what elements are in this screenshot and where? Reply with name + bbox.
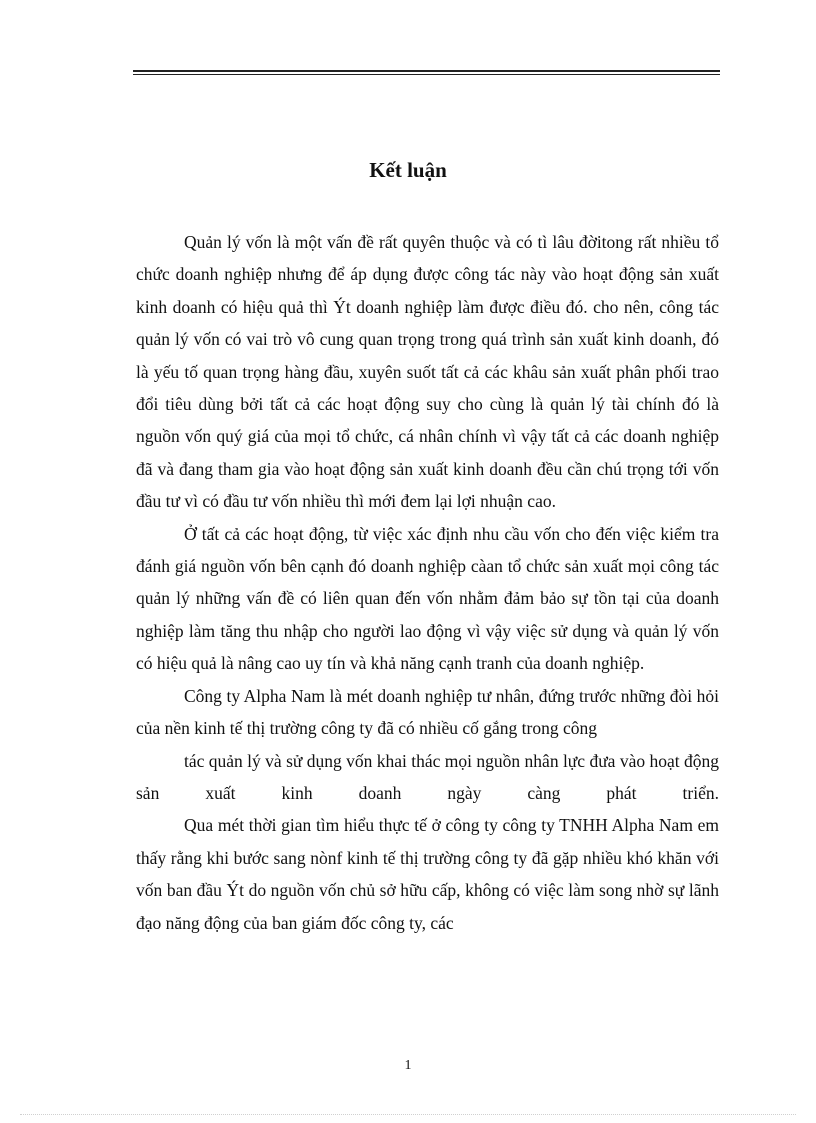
page-number: 1 bbox=[404, 1058, 412, 1073]
paragraph-2: Ở tất cả các hoạt động, từ việc xác định nhu cầu vốn cho đến việc kiểm tra đánh giá nguồn vốn bên cạnh đó doanh nghiệp càan tổ chức sản xuất mọi công tác quản lý những vấn đề có liên quan đến vốn nhằm đảm bảo sự tồn tại của doanh nghiệp làm tăng thu nhập cho người lao động vì vậy việc sử dụng và quản lý vốn có hiệu quả là nâng cao uy tín và khả năng cạnh tranh của doanh nghiệp. bbox=[136, 523, 719, 674]
header-rule-thick bbox=[133, 70, 720, 72]
paragraph-4: tác quản lý và sử dụng vốn khai thác mọi nguồn nhân lực đưa vào hoạt động sản xuất kinh doanh ngày càng phát triển. bbox=[136, 750, 719, 803]
body-text bbox=[136, 226, 719, 939]
paragraph-5: Qua mét thời gian tìm hiểu thực tế ở công ty công ty TNHH Alpha Nam em thấy rằng khi bước sang nònf kinh tế thị trường công ty đã gặp nhiều khó khăn với vốn ban đầu Ýt do nguồn vốn chủ sở hữu cấp, không có việc làm song nhờ sự lãnh đạo năng động của ban giám đốc công ty, các bbox=[136, 815, 719, 933]
paragraph-3: Công ty Alpha Nam là mét doanh nghiệp tư nhân, đứng trước những đòi hỏi của nền kinh tế thị trường công ty đã có nhiều cố gắng trong công bbox=[136, 685, 719, 739]
paragraph-1: Quản lý vốn là một vấn đề rất quyên thuộc và có tì lâu đờitong rất nhiều tổ chức doanh nghiệp nhưng để áp dụng được công tác này vào hoạt động sản xuất kinh doanh có hiệu quả thì Ýt doanh nghiệp làm được điều đó. cho nên, công tác quản lý vốn có vai trò vô cung quan trọng trong quá trình sản xuất kinh doanh, đó là yếu tố quan trọng hàng đầu, xuyên suốt tất cả các khâu sản xuất phân phối trao đổi tiêu dùng bởi tất cả các hoạt động suy cho cùng là quản lý tài chính đó là nguồn vốn quý giá của mọi tổ chức, cá nhân chính vì vậy tất cả các doanh nghiệp đã và đang tham gia vào hoạt động sản xuất kinh doanh đều cần chú trọng tới vốn đầu tư vì có đầu tư vốn nhiều thì mới đem lại lợi nhuận cao. bbox=[136, 232, 719, 512]
header-rule-thin bbox=[133, 74, 720, 75]
page-title: Kết luận bbox=[369, 158, 447, 182]
footer-divider bbox=[20, 1114, 796, 1115]
